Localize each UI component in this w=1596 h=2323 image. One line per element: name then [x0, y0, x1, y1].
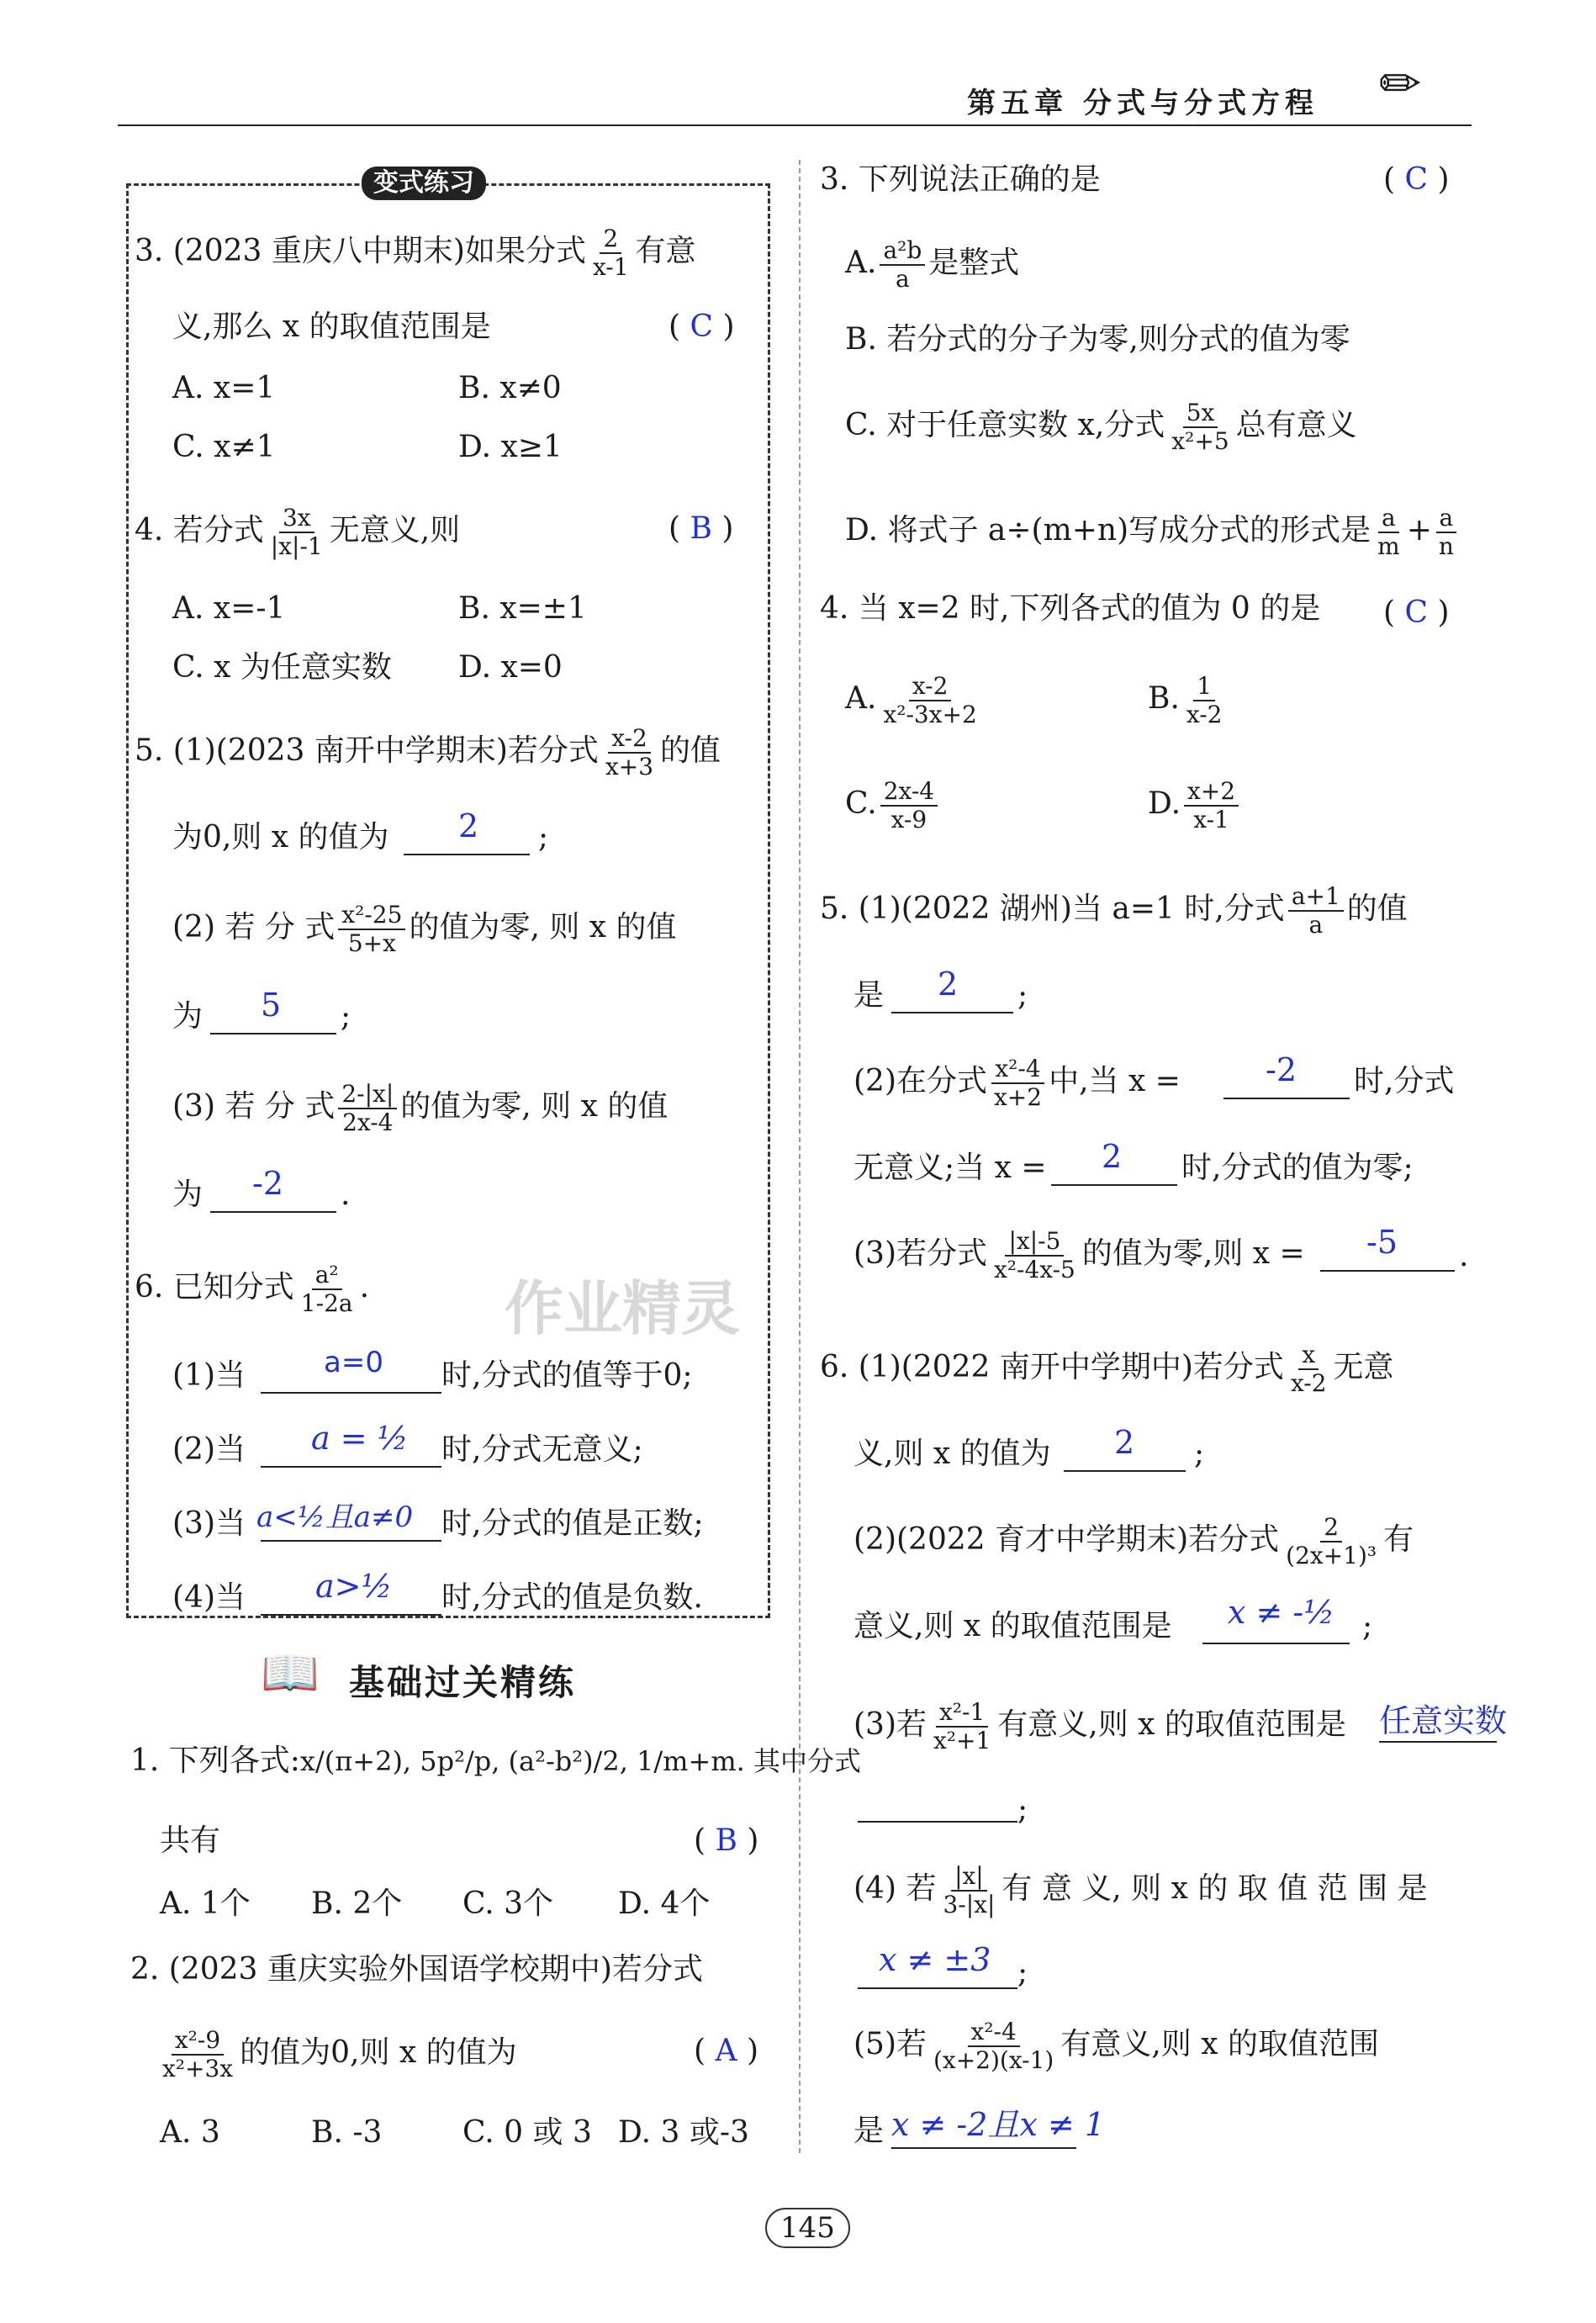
r-q5-part3-answer: -5	[1366, 1224, 1398, 1261]
q6-part2-post: 时,分式无意义;	[441, 1432, 643, 1467]
q5-part2: (2) 若 分 式 $\frac{\text{x²-25}}{5+x}$ 的值为零, 则 x 的值	[172, 901, 677, 957]
r-q5-part2-blank2	[1051, 1184, 1177, 1186]
r-q6-part1: 6. (1)(2022 南开中学期中)若分式 $\frac{x}{x-2}$ 无意	[820, 1341, 1394, 1397]
r-q6-part4: (4) 若 $\frac{|x|}{3-|x|}$ 有 意 义, 则 x 的 取 值 范 围 是	[853, 1862, 1428, 1918]
q6-part3-post: 时,分式的值是正数;	[441, 1506, 704, 1541]
q5-part1: 5. (1)(2023 南开中学期末)若分式 $\frac{x-2}{x+3}$ 的值	[135, 724, 721, 781]
q6-stem: 6. 已知分式 $\frac{\text{a²}}{1-2a}$ .	[135, 1261, 370, 1317]
q6-part4-answer: a>½	[315, 1568, 393, 1605]
q4-option-d: D. x=0	[458, 650, 563, 685]
r-q6-part1-semicolon: ;	[1194, 1437, 1205, 1471]
r-q6-part2-line2: 意义,则 x 的取值范围是	[853, 1609, 1172, 1643]
r-q5-part1-blank	[891, 1012, 1013, 1013]
r-q6-part3-semicolon: ;	[1017, 1792, 1028, 1827]
r-q6-part2: (2)(2022 育才中学期末)若分式 $\frac{2}{\text{(2x+1)³}}$ 有	[853, 1513, 1414, 1569]
b2-stem-2: $\frac{\text{x²-9}}{\text{x²+3x}}$ 的值为0,则 x 的值为	[162, 2026, 517, 2082]
b2-option-a: A. 3	[160, 2115, 220, 2150]
q3-option-b: B. x≠0	[458, 371, 562, 405]
q5-part3-blank	[210, 1211, 336, 1213]
b2-option-c: C. 0 或 3	[462, 2115, 592, 2150]
r-q5-part3-period: .	[1459, 1239, 1469, 1273]
q5-part3-line2: 为	[172, 1177, 203, 1212]
r-q6-part3-blank	[1379, 1741, 1497, 1743]
r-q5-part3: (3)若分式 $\frac{|x|-5}{\text{x²-4x-5}}$ 的值为零,则 x =	[853, 1227, 1305, 1283]
r-q6-part5: (5)若 $\frac{\text{x²-4}}{(x+2)(x-1)}$ 有意义,则 x 的取值范围	[853, 2018, 1379, 2074]
r-q6-part5-answer: x ≠ -2且x ≠ 1	[891, 2106, 1106, 2143]
r-q5-part2-answer1: -2	[1266, 1051, 1297, 1088]
q6-part4-blank	[261, 1614, 441, 1616]
q5-part1-blank	[404, 854, 530, 855]
r-q3-stem: 3. 下列说法正确的是	[820, 162, 1101, 197]
q5-part1-semicolon: ;	[538, 820, 549, 855]
r-q6-part4-answer: x ≠ ±3	[879, 1941, 991, 1978]
r-q6-part2-semicolon: ;	[1362, 1609, 1373, 1643]
q5-part2-semicolon: ;	[341, 999, 351, 1034]
r-q5-part2: (2)在分式 $\frac{\text{x²-4}}{x+2}$ 中,当 x =	[853, 1055, 1181, 1111]
r-q3-option-c: C. 对于任意实数 x,分式 $\frac{5x}{\text{x²+5}}$ 总有意义	[845, 399, 1357, 455]
q4-option-b: B. x=±1	[458, 591, 587, 626]
q4-option-c: C. x 为任意实数	[172, 650, 392, 685]
r-q4-option-b: B. $\frac{1}{x-2}$	[1148, 672, 1223, 728]
r-q6-part4-semicolon: ;	[1017, 1955, 1028, 1990]
b1-option-d: D. 4个	[618, 1886, 711, 1921]
q6-part2-blank	[261, 1466, 441, 1468]
q5-part2-line2: 为	[172, 999, 203, 1034]
r-q5-part2-answer2: 2	[1102, 1138, 1123, 1175]
q3-option-c: C. x≠1	[172, 430, 276, 464]
r-q4-answer: ( C )	[1383, 595, 1450, 630]
b2-answer: ( A )	[694, 2034, 758, 2068]
r-q3-option-d: D. 将式子 a÷(m+n)写成分式的形式是 $\frac{a}{m}$ + $\frac{a}{n}$	[845, 505, 1461, 560]
q6-part1-post: 时,分式的值等于0;	[441, 1358, 693, 1393]
b1-option-b: B. 2个	[311, 1886, 403, 1921]
q6-part4-post: 时,分式的值是负数.	[441, 1580, 703, 1615]
r-q5-part1-answer: 2	[938, 966, 959, 1003]
r-q6-part5-blank	[891, 2147, 1076, 2149]
r-q4-option-a: A. $\frac{x-2}{\text{x²-3x+2}}$	[845, 672, 977, 728]
b1-answer: ( B )	[694, 1823, 759, 1858]
q4-answer: ( B )	[669, 511, 734, 546]
q5-part3-answer: -2	[252, 1165, 284, 1202]
header-rule	[118, 124, 1472, 126]
b1-option-a: A. 1个	[160, 1886, 251, 1921]
section-title: 基础过关精练	[349, 1662, 577, 1703]
r-q6-part3: (3)若 $\frac{\text{x²-1}}{\text{x²+1}}$ 有意义,则 x 的取值范围是	[853, 1698, 1346, 1754]
r-q6-part1-blank	[1064, 1470, 1186, 1472]
practice-box-title: 变式练习	[362, 167, 486, 200]
b1-option-c: C. 3个	[462, 1886, 554, 1921]
column-divider	[799, 160, 801, 2153]
q6-part3-blank	[261, 1540, 441, 1542]
b2-option-d: D. 3 或-3	[618, 2115, 749, 2150]
r-q5-part2-blank1	[1223, 1098, 1350, 1099]
r-q3-option-a: A. $\frac{\text{a²b}}{a}$ 是整式	[845, 236, 1020, 293]
r-q3-option-b: B. 若分式的分子为零,则分式的值为零	[845, 322, 1350, 357]
r-q6-part2-answer: x ≠ -½	[1228, 1594, 1335, 1631]
q6-part4-pre: (4)当	[172, 1580, 246, 1615]
chapter-title: 第五章 分式与分式方程	[967, 87, 1319, 120]
r-q4-option-d: D. $\frac{x+2}{x-1}$	[1148, 778, 1242, 833]
r-q3-answer: ( C )	[1383, 162, 1450, 197]
q6-part3-pre: (3)当	[172, 1506, 246, 1541]
r-q6-part5-line2: 是	[853, 2114, 885, 2148]
q6-part1-pre: (1)当	[172, 1358, 246, 1393]
q5-part1-answer: 2	[458, 807, 479, 844]
q6-part1-blank	[261, 1392, 441, 1394]
r-q5-part1-line2: 是	[853, 978, 885, 1013]
watermark: 作业精灵	[505, 1274, 740, 1343]
q5-part3: (3) 若 分 式 $\frac{2-|x|}{2x-4}$ 的值为零, 则 x 的值	[172, 1080, 669, 1136]
q4-option-a: A. x=-1	[172, 591, 286, 626]
q3-stem: 3. (2023 重庆八中期末)如果分式 $\frac{2}{x-1}$ 有意	[135, 225, 696, 281]
r-q5-part1-semicolon: ;	[1017, 978, 1028, 1013]
r-q6-part1-answer: 2	[1114, 1424, 1135, 1461]
q6-part1-answer: a=0	[324, 1346, 383, 1379]
b1-stem-2: 共有	[160, 1823, 221, 1858]
q3-option-d: D. x≥1	[458, 430, 563, 464]
r-q6-part3-blank-cont	[858, 1821, 1017, 1823]
book-icon: 📖	[261, 1646, 320, 1701]
b2-stem: 2. (2023 重庆实验外国语学校期中)若分式	[130, 1952, 703, 1987]
q5-part3-period: .	[341, 1177, 351, 1212]
r-q5-part1: 5. (1)(2022 湖州)当 a=1 时,分式 $\frac{a+1}{a}$ 的值	[820, 882, 1408, 939]
r-q5-part3-blank	[1320, 1270, 1455, 1272]
r-q6-part1-line2: 义,则 x 的值为	[853, 1437, 1051, 1471]
q3-stem-2: 义,那么 x 的取值范围是	[172, 310, 491, 344]
r-q4-stem: 4. 当 x=2 时,下列各式的值为 0 的是	[820, 591, 1321, 626]
q5-part2-blank	[210, 1033, 336, 1035]
r-q5-part2-tail: 时,分式	[1354, 1064, 1455, 1098]
r-q6-part3-answer: 任意实数	[1379, 1702, 1508, 1739]
q4-stem: 4. 若分式 $\frac{3x}{|x|-1}$ 无意义,则	[135, 504, 461, 560]
q6-part3-answer: a<½且a≠0	[256, 1500, 414, 1534]
r-q5-part2-line2: 无意义;当 x =	[853, 1151, 1047, 1185]
r-q5-part2-line2-tail: 时,分式的值为零;	[1181, 1151, 1414, 1185]
q6-part2-pre: (2)当	[172, 1432, 246, 1467]
b2-option-b: B. -3	[311, 2115, 383, 2150]
r-q4-option-c: C. $\frac{2x-4}{x-9}$	[845, 778, 941, 833]
q6-part2-answer: a = ½	[311, 1420, 409, 1457]
pencil-icon: ✏	[1379, 55, 1422, 114]
b1-stem: 1. 下列各式:x/(π+2), 5p²/p, (a²-b²)/2, 1/m+m. 其中分式	[130, 1744, 862, 1778]
r-q6-part2-blank	[1202, 1643, 1350, 1644]
q3-option-a: A. x=1	[172, 371, 276, 405]
q5-part2-answer: 5	[261, 987, 282, 1024]
q5-part1-line2: 为0,则 x 的值为	[172, 820, 389, 855]
page-number: 145	[765, 2208, 850, 2248]
q3-answer: ( C )	[669, 310, 735, 344]
r-q6-part4-blank	[858, 1987, 1017, 1989]
